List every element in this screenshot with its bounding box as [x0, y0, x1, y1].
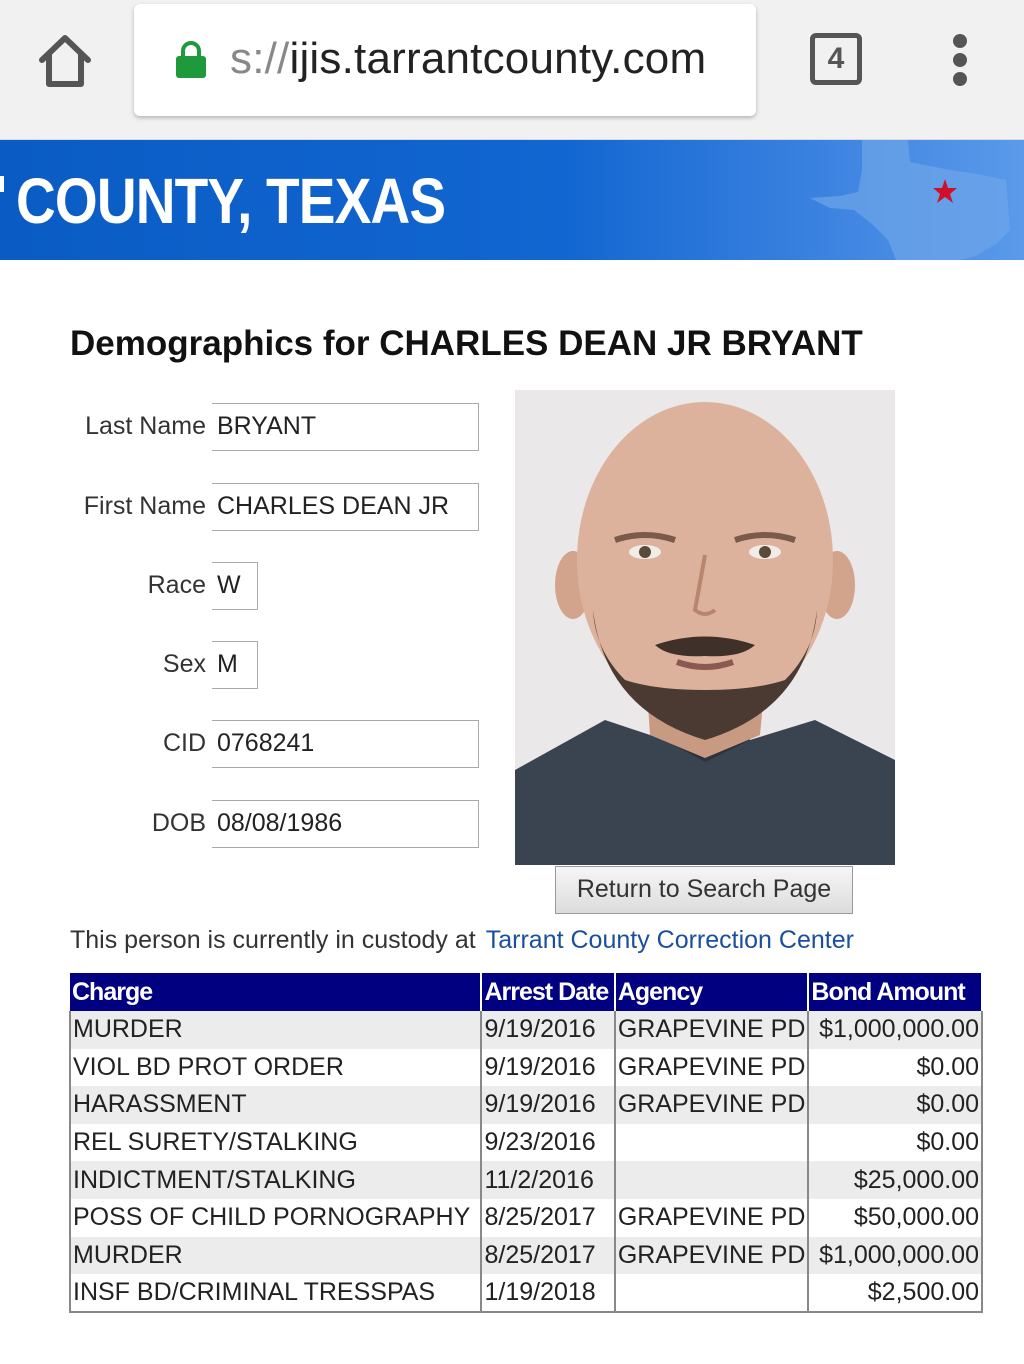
bond-amount-cell: $1,000,000.00 — [808, 1011, 982, 1049]
charges-table — [69, 973, 983, 1313]
texas-map-icon — [800, 140, 1024, 260]
arrest-date-cell: 11/2/2016 — [481, 1161, 614, 1199]
cid-field: 0768241 — [212, 720, 479, 768]
table-row — [70, 1237, 982, 1275]
cid-label: CID — [162, 729, 206, 757]
column-header-bond-amount: Bond Amount — [808, 973, 982, 1011]
agency-cell — [615, 1124, 809, 1162]
first-name-field: CHARLES DEAN JR — [212, 483, 479, 531]
agency-cell: GRAPEVINE PD — [615, 1049, 809, 1087]
last-name-field: BRYANT — [212, 403, 479, 451]
agency-cell: GRAPEVINE PD — [615, 1011, 809, 1049]
charge-cell: MURDER — [70, 1237, 481, 1275]
column-header-agency: Agency — [615, 973, 809, 1011]
sex-label: Sex — [162, 650, 206, 678]
site-banner — [0, 140, 1024, 260]
agency-cell: GRAPEVINE PD — [615, 1199, 809, 1237]
arrest-date-cell: 8/25/2017 — [481, 1199, 614, 1237]
column-header-arrest-date: Arrest Date — [481, 973, 614, 1011]
charge-cell: VIOL BD PROT ORDER — [70, 1049, 481, 1087]
star-icon — [932, 178, 958, 204]
bond-amount-cell: $0.00 — [808, 1049, 982, 1087]
browser-toolbar — [0, 0, 1024, 140]
custody-location-link[interactable]: Tarrant County Correction Center — [485, 926, 854, 954]
url-domain: ijis.tarrantcounty.com — [289, 34, 707, 83]
arrest-date-cell: 9/23/2016 — [481, 1124, 614, 1162]
last-name-label: Last Name — [85, 412, 206, 440]
column-header-charge: Charge — [70, 973, 481, 1011]
table-row — [70, 1161, 982, 1199]
table-row — [70, 1011, 982, 1049]
charge-cell: INDICTMENT/STALKING — [70, 1161, 481, 1199]
agency-cell — [615, 1161, 809, 1199]
return-to-search-button[interactable]: Return to Search Page — [555, 866, 853, 914]
tab-switcher-button[interactable]: 4 — [810, 33, 862, 85]
agency-cell: GRAPEVINE PD — [615, 1086, 809, 1124]
overflow-menu-icon[interactable] — [950, 34, 970, 86]
url-text — [230, 34, 706, 84]
table-row — [70, 1274, 982, 1312]
first-name-label: First Name — [83, 492, 206, 520]
table-row — [70, 1124, 982, 1162]
custody-text: This person is currently in custody at — [70, 926, 476, 954]
arrest-date-cell: 9/19/2016 — [481, 1086, 614, 1124]
page-title: Demographics for CHARLES DEAN JR BRYANT — [70, 324, 863, 363]
table-row — [70, 1049, 982, 1087]
dob-field: 08/08/1986 — [212, 800, 479, 848]
charge-cell: INSF BD/CRIMINAL TRESSPAS — [70, 1274, 481, 1312]
sex-field: M — [212, 641, 258, 689]
bond-amount-cell: $0.00 — [808, 1086, 982, 1124]
banner-edge — [0, 176, 4, 192]
bond-amount-cell: $0.00 — [808, 1124, 982, 1162]
race-label: Race — [147, 571, 206, 599]
home-icon[interactable] — [36, 32, 94, 90]
lock-icon — [174, 40, 208, 80]
charge-cell: REL SURETY/STALKING — [70, 1124, 481, 1162]
arrest-date-cell: 9/19/2016 — [481, 1011, 614, 1049]
mugshot-photo — [515, 390, 895, 865]
table-row — [70, 1199, 982, 1237]
bond-amount-cell: $1,000,000.00 — [808, 1237, 982, 1275]
custody-status — [70, 926, 854, 955]
race-field: W — [212, 562, 258, 610]
table-row — [70, 1086, 982, 1124]
arrest-date-cell: 1/19/2018 — [481, 1274, 614, 1312]
charge-cell: MURDER — [70, 1011, 481, 1049]
bond-amount-cell: $2,500.00 — [808, 1274, 982, 1312]
agency-cell — [615, 1274, 809, 1312]
bond-amount-cell: $25,000.00 — [808, 1161, 982, 1199]
dob-label: DOB — [151, 809, 206, 837]
arrest-date-cell: 8/25/2017 — [481, 1237, 614, 1275]
address-bar[interactable] — [134, 4, 756, 116]
banner-title: COUNTY, TEXAS — [16, 165, 446, 237]
url-scheme: s:// — [230, 34, 290, 83]
table-header-row — [70, 973, 982, 1011]
arrest-date-cell: 9/19/2016 — [481, 1049, 614, 1087]
charge-cell: POSS OF CHILD PORNOGRAPHY — [70, 1199, 481, 1237]
bond-amount-cell: $50,000.00 — [808, 1199, 982, 1237]
agency-cell: GRAPEVINE PD — [615, 1237, 809, 1275]
charge-cell: HARASSMENT — [70, 1086, 481, 1124]
